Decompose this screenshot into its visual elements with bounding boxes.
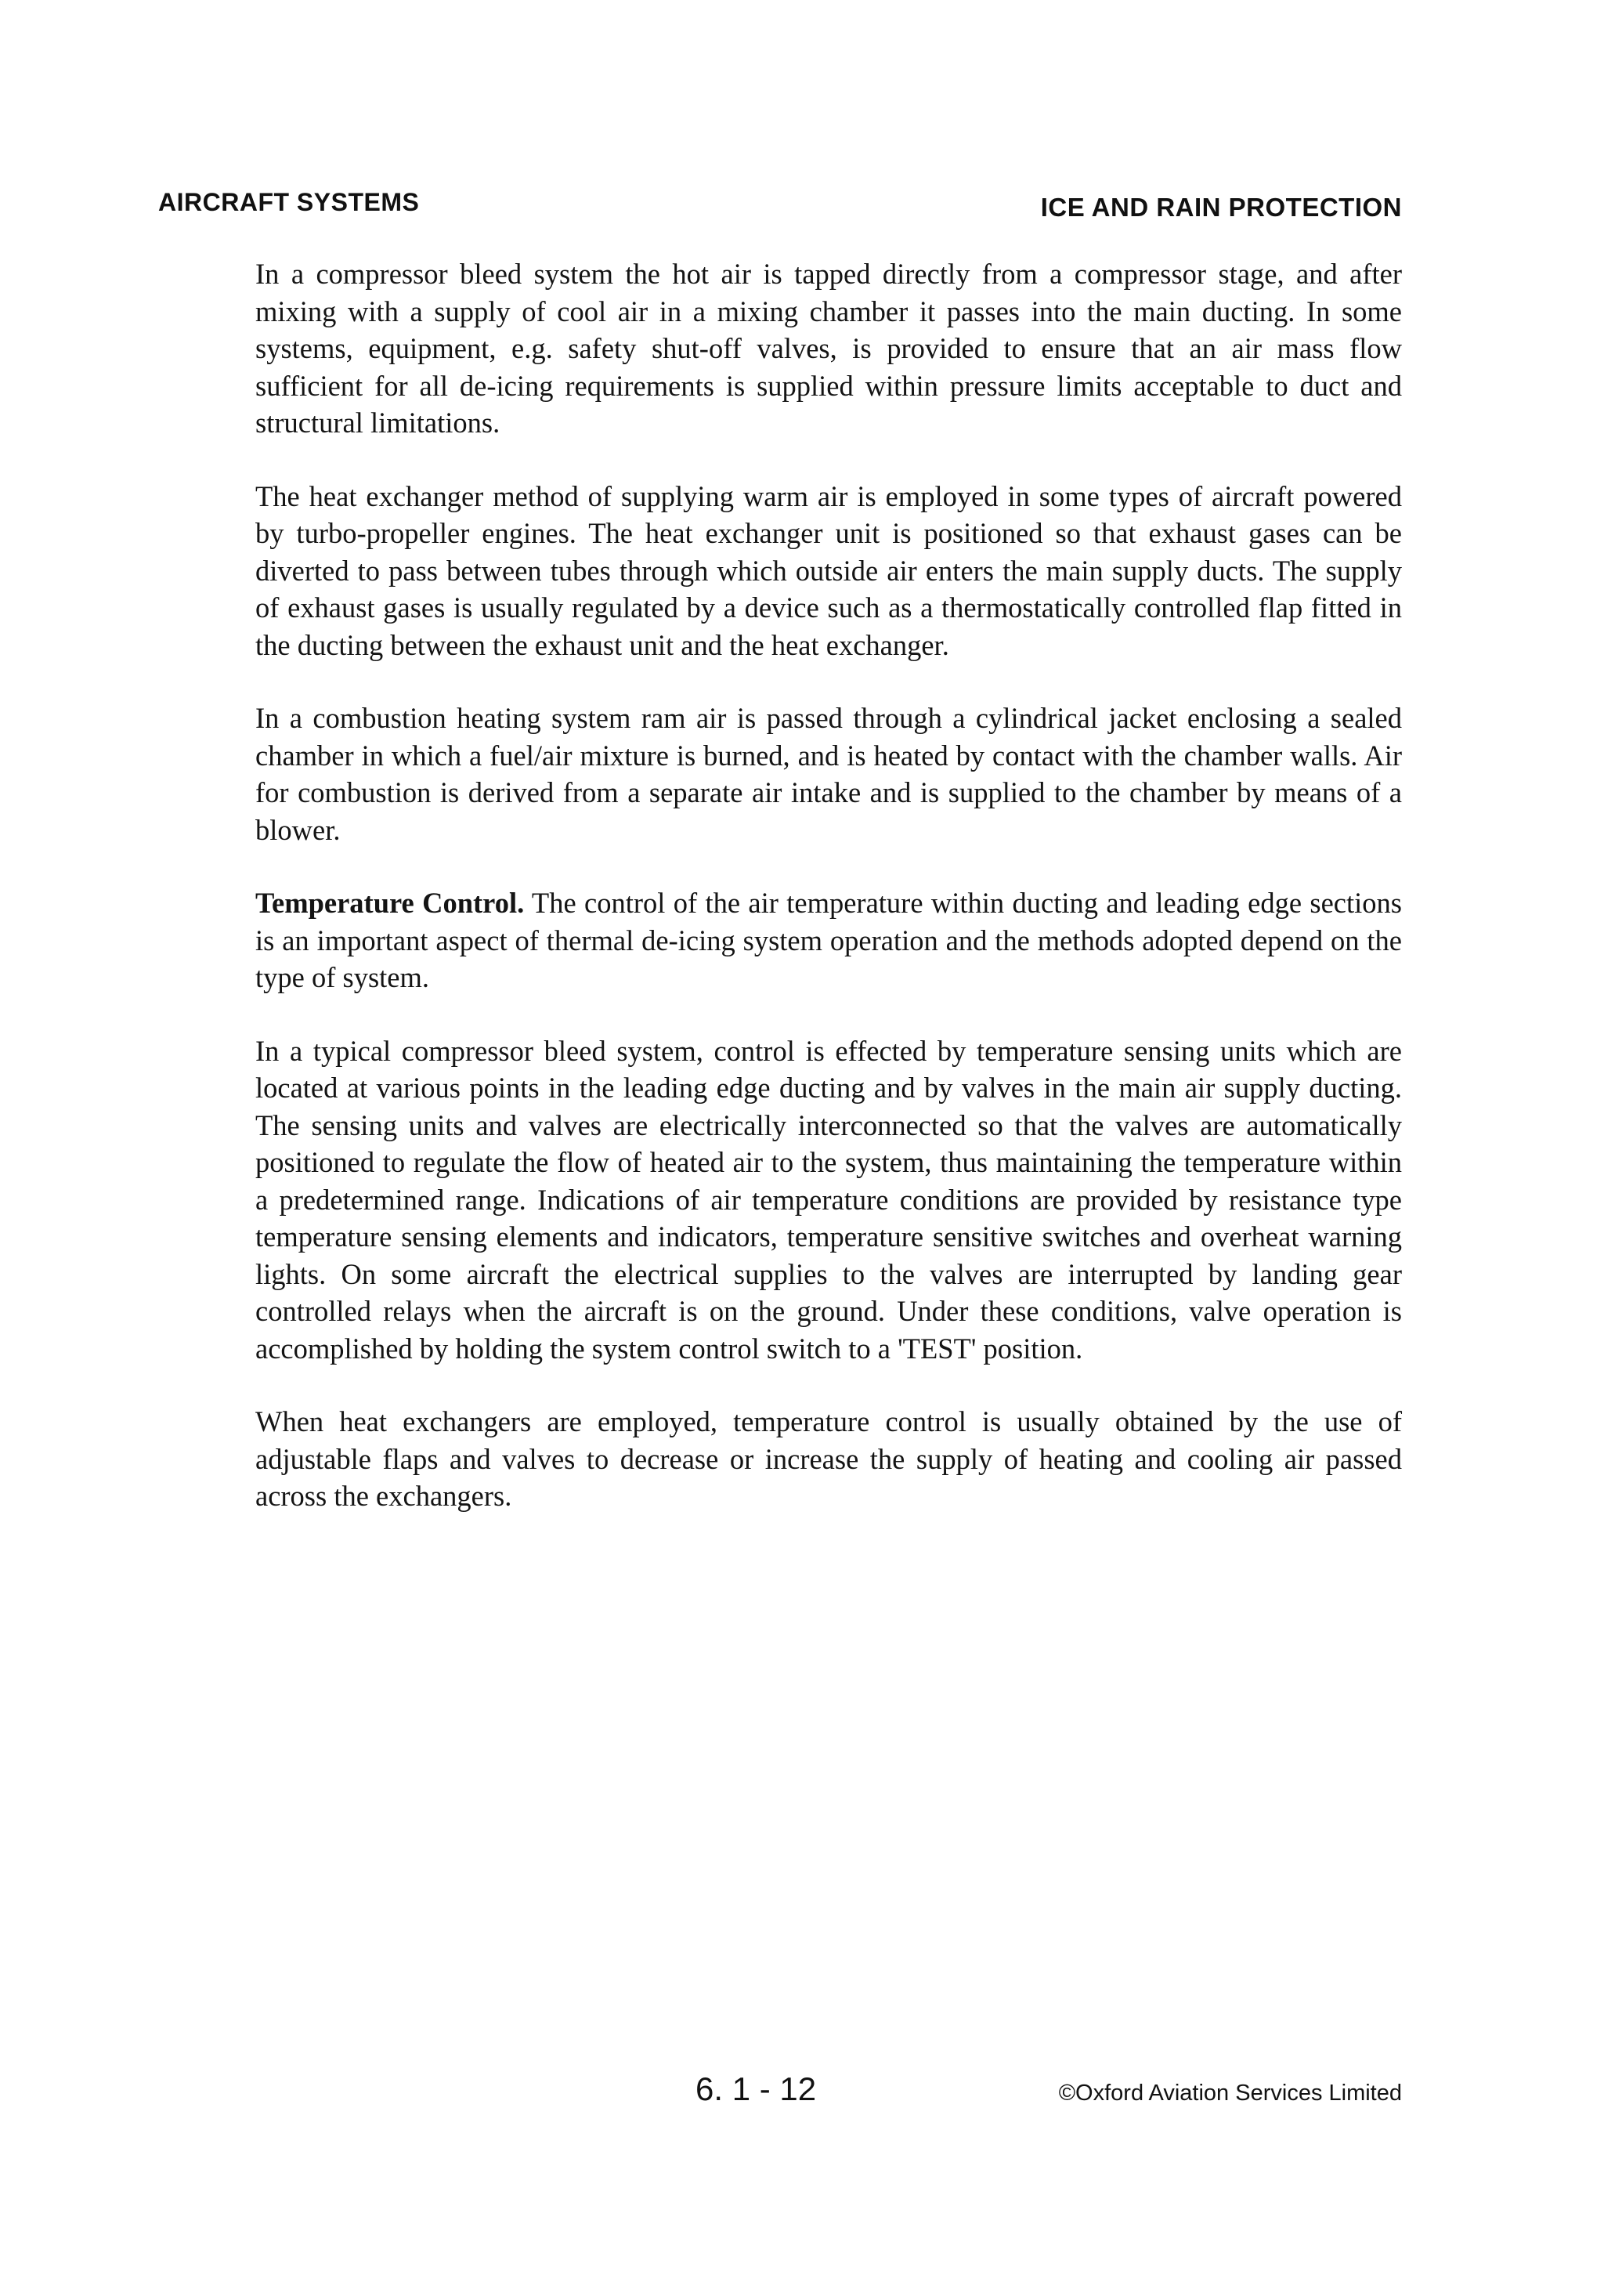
- paragraph-compressor-bleed: In a compressor bleed system the hot air is tapped directly from a compressor stage, and after mixing with a supply of cool air in a mixing chamber it passes into the main ducting. In some systems, equipment, e.g. safety shut-off valves, is provided to ensure that an air mass flow sufficient for all de-icing requirements is supplied within pressure limits acceptable to duct and structural limitations.: [255, 258, 1402, 439]
- paragraph-compressor-bleed-control: In a typical compressor bleed system, control is effected by temperature sensing units which are located at various points in the leading edge ducting and by valves in the main air supply ducting. The sensing units and valves are electrically interconnected so that the valves are automatically positioned to regulate the flow of heated air to the system, thus maintaining the temperature within a predetermined range. Indications of air temperature conditions are provided by resistance type temperature sensing elements and indicators, temperature sensitive switches and overheat warning lights. On some aircraft the electrical supplies to the valves are interrupted by landing gear controlled relays when the aircraft is on the ground. Under these conditions, valve operation is accomplished by holding the system control switch to a 'TEST' position.: [255, 1034, 1402, 1365]
- header-chapter-title: ICE AND RAIN PROTECTION: [1040, 193, 1402, 222]
- temperature-control-heading: Temperature Control.: [255, 887, 525, 919]
- paragraph-heat-exchanger: The heat exchanger method of supplying warm air is employed in some types of aircraft powered by turbo-propeller engines. The heat exchanger unit is positioned so that exhaust gases can be diverted to pass between tubes through which outside air enters the main supply ducts. The supply of exhaust gases is usually regulated by a device such as a thermostatically controlled flap fitted in the ducting between the exhaust unit and the heat exchanger.: [255, 479, 1402, 661]
- body-text: [255, 255, 1402, 1551]
- paragraph-heat-exchanger-control: When heat exchangers are employed, temperature control is usually obtained by the use of adjustable flaps and valves to decrease or increase the supply of heating and cooling air passed across the exchangers.: [255, 1405, 1402, 1512]
- paragraph-temperature-control: [255, 884, 1402, 996]
- header-section-title: AIRCRAFT SYSTEMS: [158, 188, 420, 216]
- paragraph-combustion-heating: In a combustion heating system ram air is passed through a cylindrical jacket enclosing a sealed chamber in which a fuel/air mixture is burned, and is heated by contact with the chamber walls. Air for combustion is derived from a separate air intake and is supplied to the chamber by means of a blower.: [255, 702, 1402, 846]
- copyright-notice: ©Oxford Aviation Services Limited: [1058, 2081, 1402, 2106]
- temperature-control-text: The control of the air temperature within ducting and leading edge sections is an important aspect of thermal de-icing system operation and the methods adopted depend on the type of system.: [255, 887, 1402, 993]
- page-number: 6. 1 - 12: [695, 2070, 817, 2107]
